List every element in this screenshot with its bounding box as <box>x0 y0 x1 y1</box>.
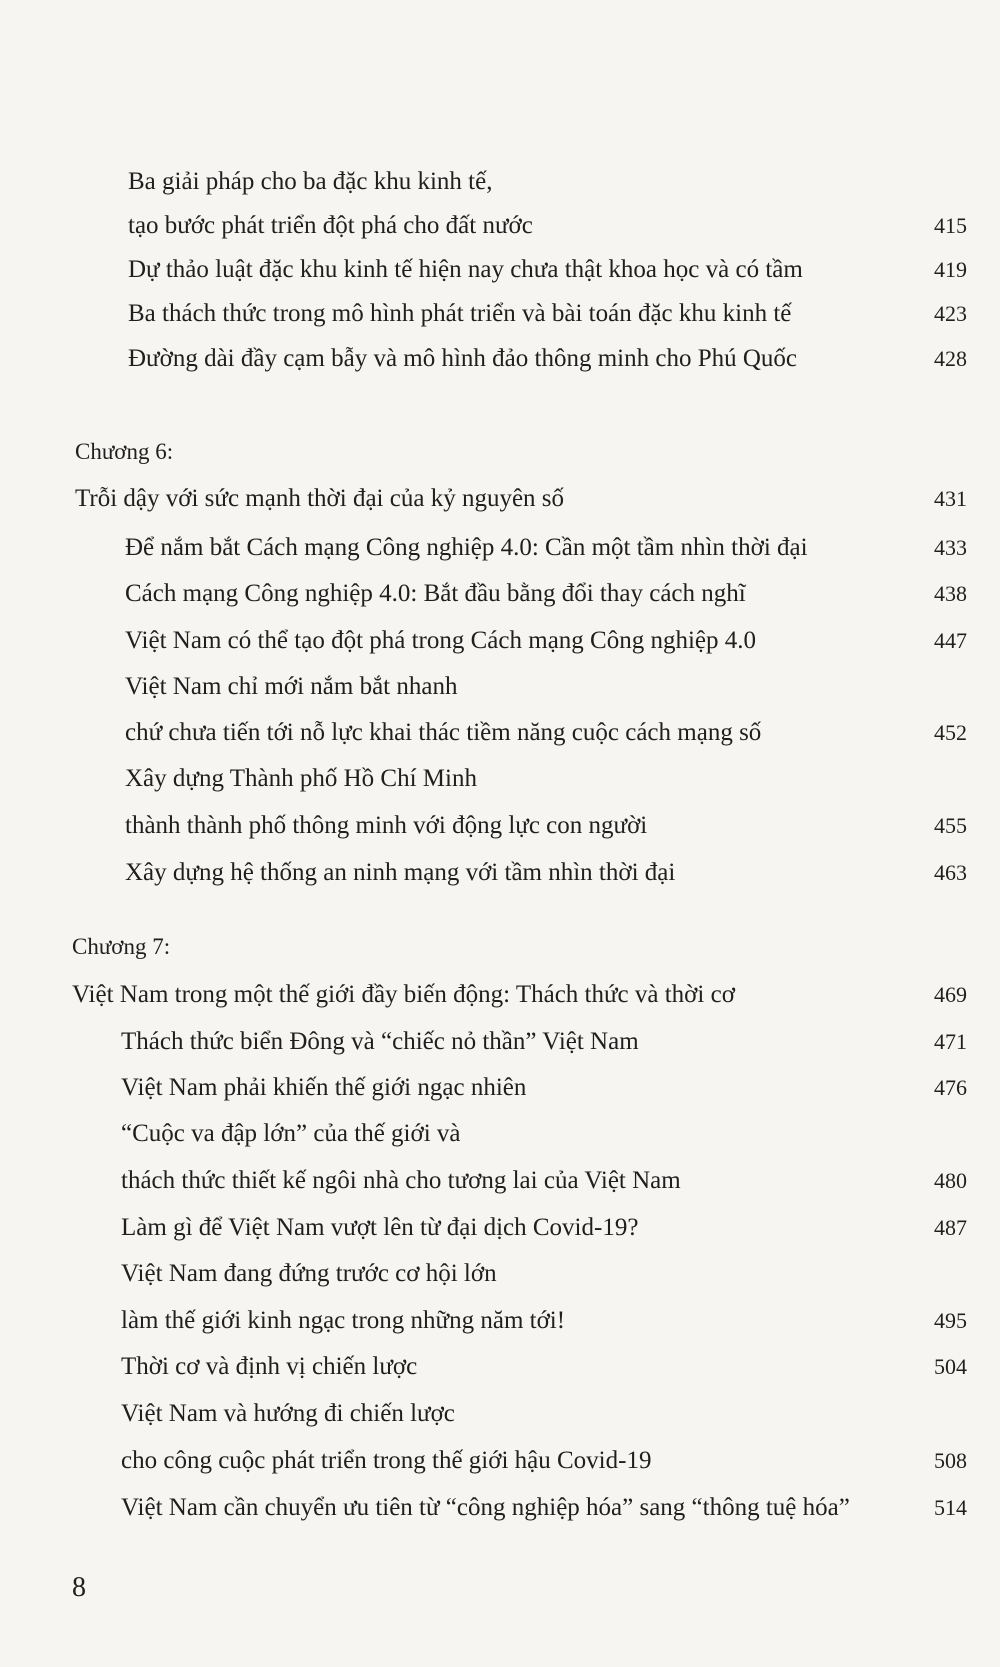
toc-entry-text: Làm gì để Việt Nam vượt lên từ đại dịch Covid-19? <box>121 1214 639 1241</box>
toc-entry-text: làm thế giới kinh ngạc trong những năm tới! <box>121 1307 566 1334</box>
toc-entry-text: thành thành phố thông minh với động lực con người <box>125 812 648 839</box>
toc-entry-text: Việt Nam phải khiến thế giới ngạc nhiên <box>121 1074 527 1101</box>
toc-entry <box>0 1020 1000 1064</box>
toc-entry <box>0 804 1000 848</box>
chapter-title-text: Trỗi dậy với sức mạnh thời đại của kỷ nguyên số <box>75 485 565 512</box>
toc-entry-text: Việt Nam và hướng đi chiến lược <box>121 1400 455 1427</box>
toc-entry <box>0 1112 1000 1156</box>
toc-entry-text: thách thức thiết kế ngôi nhà cho tương lai của Việt Nam <box>121 1167 681 1194</box>
toc-entry <box>0 248 1000 292</box>
toc-entry-text: Việt Nam cần chuyển ưu tiên từ “công nghiệp hóa” sang “thông tuệ hóa” <box>121 1494 850 1521</box>
chapter-label: Chương 7: <box>72 934 171 959</box>
toc-entry-text: cho công cuộc phát triển trong thế giới hậu Covid-19 <box>121 1447 652 1474</box>
toc-entry-text: Xây dựng hệ thống an ninh mạng với tầm nhìn thời đại <box>125 859 676 886</box>
toc-entry-page: 423 <box>934 301 967 326</box>
toc-entry-page: 504 <box>934 1354 967 1379</box>
toc-entry <box>0 711 1000 755</box>
chapter-title <box>0 973 1000 1017</box>
toc-entry <box>0 757 1000 801</box>
toc-entry-page: 476 <box>934 1075 967 1100</box>
toc-entry-text: Dự thảo luật đặc khu kinh tế hiện nay chưa thật khoa học và có tầm <box>128 256 803 283</box>
chapter-title-page: 431 <box>934 486 967 511</box>
toc-entry-page: 438 <box>934 581 967 606</box>
toc-entry <box>0 665 1000 709</box>
toc-entry-page: 428 <box>934 346 967 371</box>
toc-entry-text: Để nắm bắt Cách mạng Công nghiệp 4.0: Cần một tầm nhìn thời đại <box>125 534 808 561</box>
toc-entry <box>0 337 1000 381</box>
toc-entry-text: “Cuộc va đập lớn” của thế giới và <box>121 1120 461 1147</box>
page-number: 8 <box>72 1572 86 1603</box>
toc-entry-page: 433 <box>934 535 967 560</box>
toc-entry <box>0 572 1000 616</box>
toc-entry-page: 471 <box>934 1029 967 1054</box>
toc-entry <box>0 526 1000 570</box>
toc-entry <box>0 1159 1000 1203</box>
toc-entry-text: tạo bước phát triển đột phá cho đất nước <box>128 212 533 239</box>
toc-entry-text: Cách mạng Công nghiệp 4.0: Bắt đầu bằng đổi thay cách nghĩ <box>125 580 746 607</box>
chapter-label: Chương 6: <box>75 439 174 464</box>
toc-entry-page: 452 <box>934 720 967 745</box>
toc-entry <box>0 1439 1000 1483</box>
toc-entry <box>0 160 1000 204</box>
toc-entry-text: Xây dựng Thành phố Hồ Chí Minh <box>125 765 477 792</box>
toc-entry-page: 480 <box>934 1168 967 1193</box>
toc-entry <box>0 1345 1000 1389</box>
toc-entry-page: 415 <box>934 213 967 238</box>
toc-entry-page: 447 <box>934 628 967 653</box>
toc-entry-text: Việt Nam đang đứng trước cơ hội lớn <box>121 1260 497 1287</box>
toc-entry-page: 514 <box>934 1495 967 1520</box>
toc-entry <box>0 1252 1000 1296</box>
toc-entry-text: Việt Nam chỉ mới nắm bắt nhanh <box>125 673 458 700</box>
toc-entry <box>0 292 1000 336</box>
toc-entry <box>0 619 1000 663</box>
toc-entry-text: Thách thức biển Đông và “chiếc nỏ thần” Việt Nam <box>121 1028 639 1055</box>
toc-entry <box>0 1206 1000 1250</box>
toc-entry-page: 419 <box>934 257 967 282</box>
toc-entry <box>0 1299 1000 1343</box>
toc-entry-page: 463 <box>934 860 967 885</box>
toc-entry <box>0 1392 1000 1436</box>
toc-entry <box>0 851 1000 895</box>
toc-entry-text: chứ chưa tiến tới nỗ lực khai thác tiềm năng cuộc cách mạng số <box>125 719 762 746</box>
toc-entry-text: Thời cơ và định vị chiến lược <box>121 1353 418 1380</box>
toc-entry-page: 455 <box>934 813 967 838</box>
toc-entry-page: 487 <box>934 1215 967 1240</box>
chapter-title-page: 469 <box>934 982 967 1007</box>
chapter-title-text: Việt Nam trong một thế giới đầy biến động: Thách thức và thời cơ <box>72 981 735 1008</box>
toc-entry <box>0 204 1000 248</box>
toc-entry <box>0 1066 1000 1110</box>
toc-entry-text: Ba giải pháp cho ba đặc khu kinh tế, <box>128 168 493 195</box>
toc-entry-text: Đường dài đầy cạm bẫy và mô hình đảo thông minh cho Phú Quốc <box>128 345 798 372</box>
toc-entry-text: Ba thách thức trong mô hình phát triển và bài toán đặc khu kinh tế <box>128 300 792 327</box>
chapter-title <box>0 477 1000 521</box>
toc-entry-text: Việt Nam có thể tạo đột phá trong Cách mạng Công nghiệp 4.0 <box>125 627 757 654</box>
toc-entry-page: 508 <box>934 1448 967 1473</box>
toc-entry-page: 495 <box>934 1308 967 1333</box>
toc-entry <box>0 1486 1000 1530</box>
